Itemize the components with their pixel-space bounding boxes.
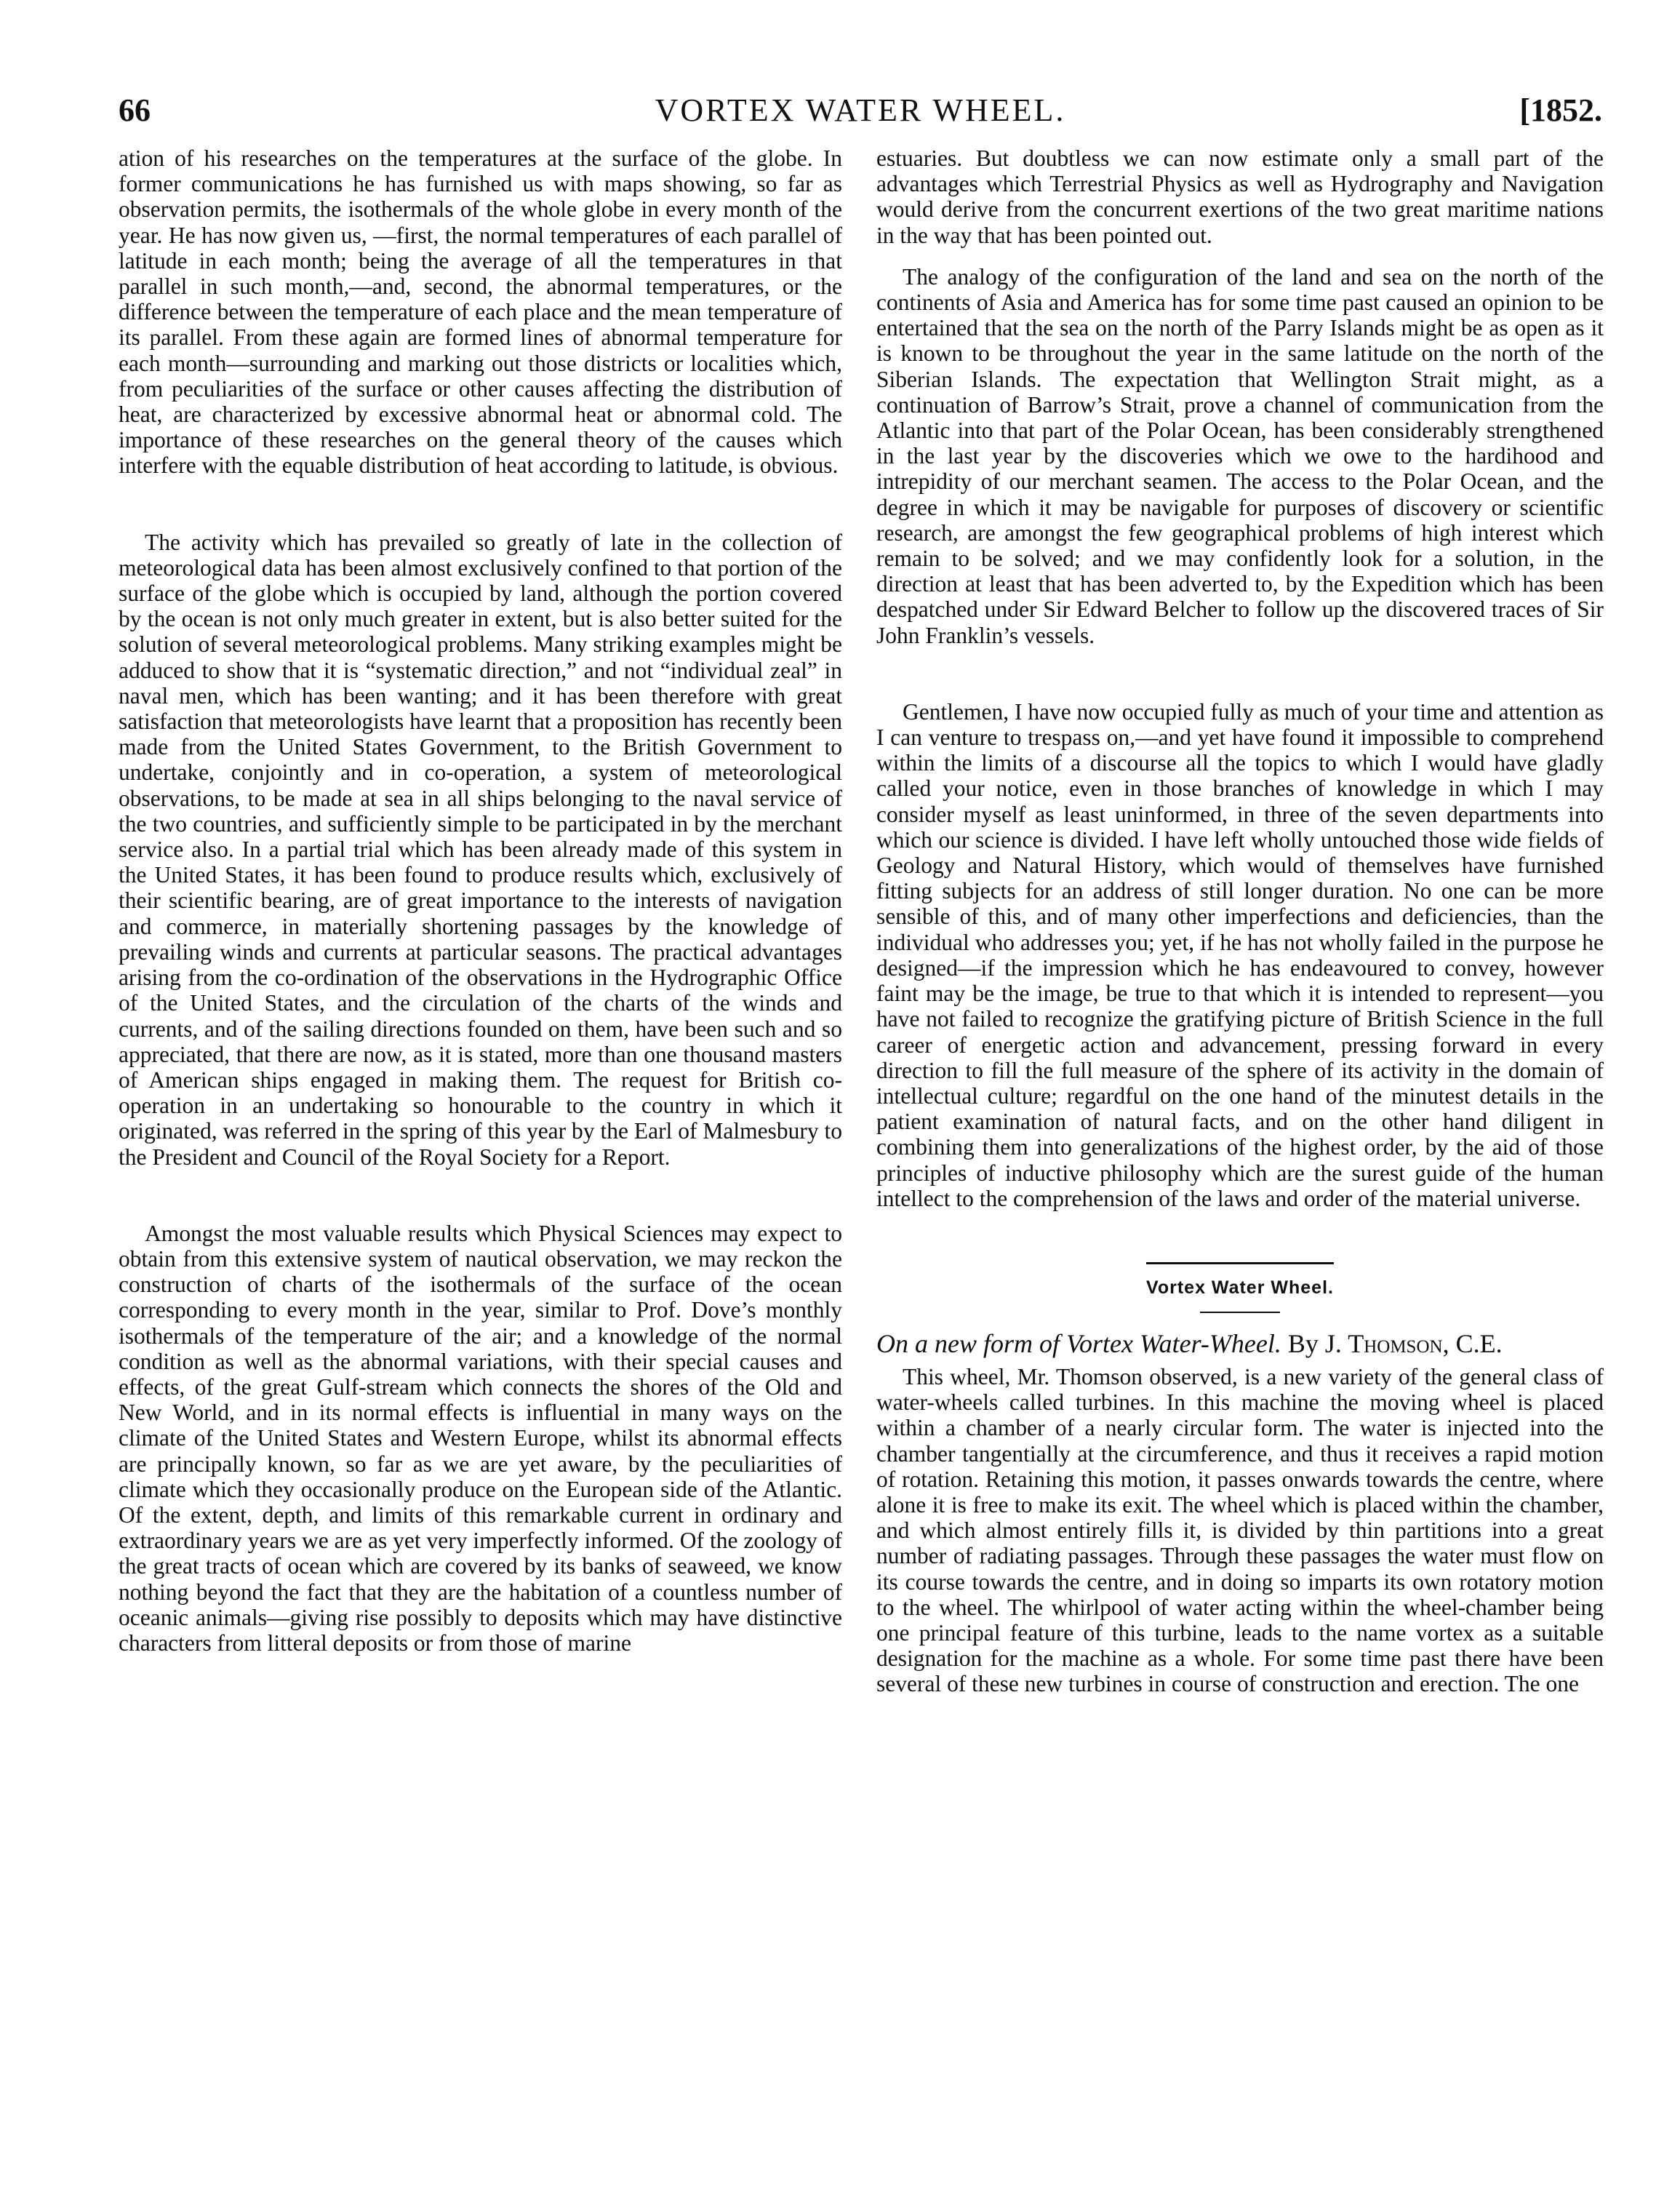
paragraph-gap [119, 1170, 842, 1221]
section-rule-bottom [1200, 1312, 1280, 1313]
running-year: [1852. [1519, 92, 1602, 128]
right-paragraph-2: The analogy of the configuration of the land and sea on the north of the continents of Asia and America has for some time past caused an opinion to be entertained that the sea on the north of the Parry Islands might be as open as it is known to be throughout the year in the same latitude on the north of the Siberian Islands. The expectation that Wellington Strait might, as a continuation of Barrow’s Strait, prove a channel of communication from the Atlantic into that part of the Polar Ocean, has been considerably strengthened in the last year by the discoveries which we owe to the hardihood and intrepidity of our merchant seamen. The access to the Polar Ocean, and the degree in which it may be navigable for purposes of discovery or scientific research, are amongst the few geographical problems of high interest which remain to be solved; and we may confidently look for a solution, in the direction at least that has been adverted to, by the Expedition which has been despatched under Sir Edward Belcher to follow up the discovered traces of Sir John Franklin’s vessels. [876, 263, 1604, 648]
paragraph-gap [119, 479, 842, 530]
section-rule-top [1146, 1262, 1334, 1264]
right-column [876, 145, 1604, 1697]
left-paragraph-1: ation of his researches on the temperatures at the surface of the globe. In former communications he has furnished us with maps showing, so far as observation permits, the isothermals of the whole globe in every month of the year. He has now given us, —first, the normal temperatures of each parallel of latitude in each month; being the average of all the temperatures in that parallel in such month,—and, second, the abnormal temperatures, or the difference between the temperature of each place and the mean temperature of its parallel. From these again are formed lines of abnormal temperature for each month—surrounding and marking out those districts or localities which, from peculiarities of the surface or other causes affecting the distribution of heat, are characterized by excessive abnormal heat or abnormal cold. The importance of these researches on the general theory of the causes which interfere with the equable distribution of heat according to latitude, is obvious. [119, 145, 842, 479]
right-paragraph-4: This wheel, Mr. Thomson observed, is a new variety of the general class of water-wheels called turbines. In this machine the moving wheel is placed within a chamber of a nearly circular form. The water is injected into the chamber tangentially at the circumference, and thus it receives a rapid motion of rotation. Retaining this motion, it passes onwards towards the centre, where alone it is free to make its exit. The wheel which is placed within the chamber, and which almost entirely fills it, is divided by thin partitions into a great number of radiating passages. Through these passages the water must flow on its course towards the centre, and in doing so imparts its own rotatory motion to the wheel. The whirlpool of water acting within the wheel-chamber being one principal feature of this turbine, leads to the name vortex as a suitable designation for the machine as a whole. For some time past there have been several of these new turbines in course of construction and erection. The one [876, 1363, 1604, 1697]
page-number: 66 [119, 92, 151, 128]
left-paragraph-3: Amongst the most valuable results which Physical Sciences may expect to obtain from this extensive system of nautical observation, we may reckon the construction of charts of the isothermals of the surface of the ocean corresponding to every month in the year, similar to Prof. Dove’s monthly isothermals of the temperature of the air; and a knowledge of the normal condition as well as the abnormal variations, with their special causes and effects, of the great Gulf-stream which connects the shores of the Old and New World, and in its normal effects is influential in many ways on the climate of the United States and Western Europe, whilst its abnormal effects are principally known, so far as we are yet aware, by the peculiarities of climate which they occasionally produce on the European side of the Atlantic. Of the extent, depth, and limits of this remarkable current in ordinary and extraordinary years we are as yet very imperfectly informed. Of the zoology of the great tracts of ocean which are covered by its banks of seaweed, we know nothing beyond the fact that they are the habitation of a countless number of oceanic animals—giving rise possibly to deposits which may have distinctive characters from litteral deposits or from those of marine [119, 1220, 842, 1656]
paragraph-gap [876, 1211, 1604, 1262]
paragraph-gap [876, 648, 1604, 699]
right-paragraph-1: estuaries. But doubtless we can now estimate only a small part of the advantages which Terrestrial Physics as well as Hydrography and Navigation would derive from the concurrent exertions of the two great maritime nations in the way that has been pointed out. [876, 145, 1604, 248]
running-head [119, 89, 1602, 132]
article-title: On a new form of Vortex Water-Wheel. [876, 1328, 1281, 1358]
left-column [119, 145, 842, 1656]
paragraph-gap [876, 248, 1604, 264]
article-author: J. Thomson, C.E. [1324, 1328, 1503, 1358]
article-intro-line [876, 1328, 1604, 1360]
article-by: By [1287, 1328, 1319, 1358]
running-title: VORTEX WATER WHEEL. [655, 92, 1066, 128]
right-paragraph-3: Gentlemen, I have now occupied fully as much of your time and attention as I can venture to trespass on,—and yet have found it impossible to comprehend within the limits of a discourse all the topics to which I would have gladly called your notice, even in those branches of knowledge in which I may consider myself as least uninformed, in three of the seven departments into which our science is divided. I have left wholly untouched those wide fields of Geology and Natural History, which would of themselves have furnished fitting subjects for an address of still longer duration. No one can be more sensible of this, and of many other imperfections and deficiencies, than the individual who addresses you; yet, if he has not wholly failed in the purpose he designed—if the impression which he has endeavoured to convey, however faint may be the image, be true to that which it is intended to represent—you have not failed to recognize the gratifying picture of British Science in the full career of energetic action and advancement, pressing forward in every direction to fill the full measure of the sphere of its activity in the domain of intellectual culture; regardful on the one hand of the minutest details in the patient examination of natural facts, and on the other hand diligent in combining them into generalizations of the highest order, by the aid of those principles of inductive philosophy which are the surest guide of the human intellect to the comprehension of the laws and order of the material universe. [876, 698, 1604, 1211]
section-heading: Vortex Water Wheel. [1146, 1277, 1334, 1298]
left-paragraph-2: The activity which has prevailed so greatly of late in the collection of meteorological data has been almost exclusively confined to that portion of the surface of the globe which is occupied by land, although the portion covered by the ocean is not only much greater in extent, but is also better suited for the solution of several meteorological problems. Many striking examples might be adduced to show that it is “systematic direction,” and not “individual zeal” in naval men, which has been wanting; and it has been therefore with great satisfaction that meteorologists have learnt that a proposition has recently been made from the United States Government, to the British Government to undertake, conjointly and in co-operation, a system of meteorological observations, to be made at sea in all ships belonging to the naval service of the two countries, and sufficiently simple to be participated in by the merchant service also. In a partial trial which has been already made of this system in the United States, it has been found to produce results which, exclusively of their scientific bearing, are of great importance to the interests of navigation and commerce, in materially shortening passages by the knowledge of prevailing winds and currents at particular seasons. The practical advantages arising from the co-ordination of the observations in the Hydrographic Office of the United States, and the circulation of the charts of the winds and currents, and of the sailing directions founded on them, have been such and so appreciated, that there are now, as it is stated, more than one thousand masters of American ships engaged in making them. The request for British co-operation in an undertaking so honourable to the country in which it originated, was referred in the spring of this year by the Earl of Malmesbury to the President and Council of the Royal Society for a Report. [119, 529, 842, 1170]
